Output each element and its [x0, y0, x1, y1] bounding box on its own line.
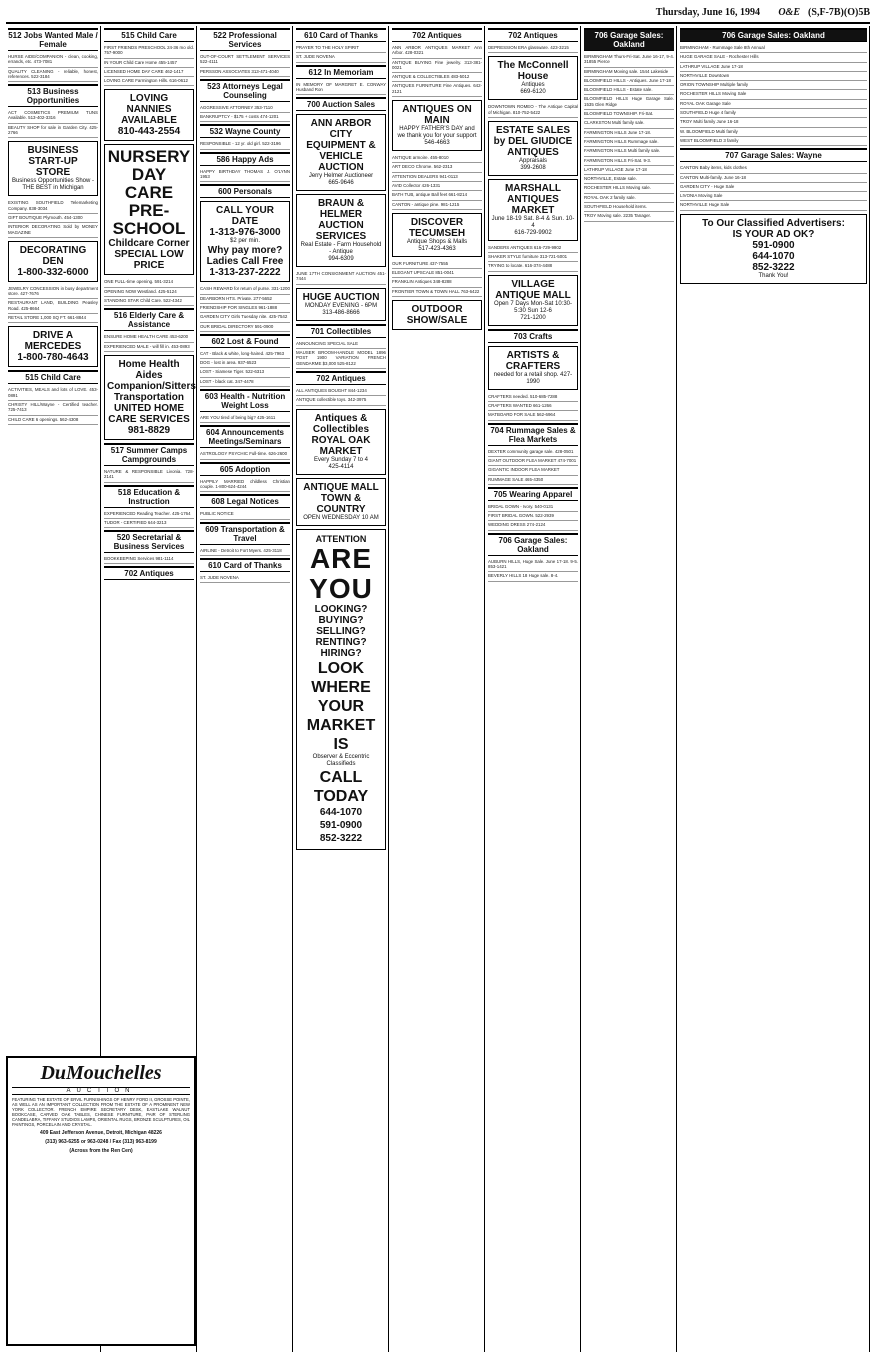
call-your-date-ad [200, 201, 290, 282]
braun-helmer-ad [296, 194, 386, 267]
ad-listing: ALL ANTIQUES BOUGHT 844-1234 [296, 387, 386, 396]
section-heading: 518 Education & Instruction [104, 485, 194, 508]
ad-listing: AGGRESSIVE ATTORNEY 353-7110 [200, 104, 290, 113]
notice-question: IS YOUR AD OK? [732, 228, 815, 240]
ad-listing: FARMINGTON HILLS Rummage sale. [584, 138, 674, 147]
column-7 [582, 26, 677, 1352]
section-heading: 612 In Memoriam [296, 65, 386, 79]
ad-listing: WEDDING DRESS 274-2124 [488, 521, 578, 530]
ad-listing: NORTHVILLE Downtown [680, 72, 867, 81]
attention-promo-box [296, 529, 386, 850]
promo-line: LOOKING? [314, 603, 368, 615]
ad-listing: DOG - lost in area. 937-6523 [200, 359, 290, 368]
ad-listing: ACTIVITIES, MEALS and lots of LOVE. 453-0891 [8, 386, 98, 401]
ad-listing: CANTON - antique pine. 981-1215 [392, 201, 482, 210]
ad-listing: EXPERIENCED Reading Teacher. 425-1764 [104, 510, 194, 519]
section-heading: 702 Antiques [488, 28, 578, 42]
promo-phone: 644-1070 [319, 806, 363, 818]
notice-sign: Thank You! [758, 272, 789, 279]
auction-phone: (313) 963-6255 or 963-0248 / Fax (313) 963-8199 [45, 1139, 157, 1145]
ad-listing: PRAYER TO THE HOLY SPIRIT [296, 44, 386, 53]
column-5 [390, 26, 485, 1352]
ad-title: ANTIQUES ON MAIN [402, 104, 472, 127]
ad-listing: ST. JUDE NOVENA [296, 53, 386, 62]
mercedes-ad [8, 326, 98, 367]
ad-listing: QUALITY CLEANING - reliable, honest, references. 522-3184 [8, 68, 98, 83]
ad-listing: CANTON Multi-family. June 16-18 [680, 174, 867, 183]
ad-listing: MAUSER BROOM-HANDLE MODEL 1896 POST 1900 VARIATION FRENCH GENDARME $3,000 525-8122 [296, 349, 386, 369]
ad-listing: BANKRUPTCY - $175 + costs 474-1201 [200, 113, 290, 122]
ad-body: Childcare Corner [108, 238, 190, 250]
ad-listing: DOWNTOWN ROMEO - The Antique Capital of Michigan. 810-752-5422 [488, 103, 578, 118]
section-heading: 705 Wearing Apparel [488, 487, 578, 501]
promo-line: Observer & Eccentric Classifieds [312, 753, 370, 767]
ad-title: ANN ARBOR CITY EQUIPMENT & VEHICLE AUCTION [306, 118, 376, 174]
section-heading: 702 Antiques [296, 371, 386, 385]
notice-title: To Our Classified Advertisers: [702, 217, 845, 229]
section-heading: 600 Personals [200, 184, 290, 198]
section-heading: 700 Auction Sales [296, 97, 386, 111]
section-heading: 517 Summer Camps Campgrounds [104, 443, 194, 466]
ad-listing: CLARKSTON Multi family sale. [584, 119, 674, 128]
nannies-ad [104, 89, 194, 141]
ad-title: BUSINESS START-UP STORE [27, 145, 79, 179]
ad-title: BRAUN & HELMER AUCTION SERVICES [315, 198, 367, 243]
section-heading: 702 Antiques [392, 28, 482, 42]
ad-listing: ANTIQUE armoire. 455-8010 [392, 154, 482, 163]
ad-listing: MATBOARD FOR SALE 562-6964 [488, 411, 578, 420]
column-4 [294, 26, 389, 1352]
ad-listing: LATHRUP VILLAGE June 17-18 [680, 63, 867, 72]
ad-listing: FRONTIER TOWN & TOWN HALL 763-6422 [392, 288, 482, 297]
promo-line: HIRING? [320, 647, 362, 659]
promo-line: BUYING? [318, 614, 364, 626]
ad-listing: BIRMINGHAM Thurs-Fri-Sat. June 16-17, 9-4. 31855 Pierce [584, 53, 674, 68]
ad-listing: CASH REWARD for return of purse. 331-1200 [200, 285, 290, 294]
ad-body: Antique Shops & Malls [406, 238, 468, 245]
ad-body: needed for a retail shop. 427-1990 [493, 371, 573, 385]
ad-line: $2 per min. [229, 238, 260, 245]
ad-listing: LOST - Siamese Tiger. 522-6313 [200, 368, 290, 377]
ad-listing: FRANKLIN Antiques 348-8288 [392, 278, 482, 287]
ad-listing: GIFT BOUTIQUE Plymouth. 454-1300 [8, 214, 98, 223]
ad-title: NURSERY DAY CARE PRE-SCHOOL [107, 147, 191, 239]
artists-crafters-ad [488, 346, 578, 390]
ad-phone: 721-1200 [520, 314, 546, 321]
antique-mall-ad [296, 478, 386, 526]
ad-listing: ATTENTION DEALERS 941-0113 [392, 173, 482, 182]
ad-listing: DEARBORN HTS. Private. 277-5652 [200, 295, 290, 304]
ad-listing: NORTHVILLE, Estate sale. [584, 175, 674, 184]
ad-listing: TROY Moving sale. 2235 Tanager. [584, 212, 674, 221]
ad-listing: LOVING CARE Farmington Hills. 616-0612 [104, 77, 194, 86]
ad-phone: 546-4663 [424, 140, 450, 147]
ad-listing: BLOOMFIELD HILLS - Estate sale. [584, 86, 674, 95]
section-heading: 608 Legal Notices [200, 494, 290, 508]
ad-title: MARSHALL ANTIQUES MARKET [504, 182, 562, 216]
ad-listing: NATURE & RESPONSIBLE Livonia. 728-2141 [104, 468, 194, 483]
ad-listing: EXPERIENCED MALE - will fill in. 453-0893 [104, 343, 194, 352]
classified-advertisers-notice [680, 214, 867, 284]
ad-title: ANTIQUE MALL TOWN & COUNTRY [303, 481, 379, 515]
ad-phone: 313-486-8666 [322, 309, 360, 316]
promo-phone: 591-0900 [319, 819, 363, 831]
column-3 [198, 26, 293, 1352]
ad-phone: 1-800-332-6000 [17, 266, 89, 278]
village-antique-mall-ad [488, 275, 578, 326]
ad-listing: SOUTHFIELD Huge 4 family [680, 109, 867, 118]
section-heading: 701 Collectibles [296, 324, 386, 338]
ad-listing: CRAFTERS needed. 510-685-7288 [488, 393, 578, 402]
ad-listing: SOUTHFIELD Household items. [584, 203, 674, 212]
promo-line: SELLING? [316, 625, 366, 637]
outdoor-show-ad [392, 300, 482, 330]
ad-listing: IN YOUR Child Care Home 455-1457 [104, 59, 194, 68]
section-heading: 604 Announcements Meetings/Seminars [200, 425, 290, 448]
ad-listing: HUGE GARAGE SALE - Rochester Hills [680, 53, 867, 62]
ad-listing: BATH TUB, antique Ball feet 661-8214 [392, 191, 482, 200]
ad-listing: ANTIQUES FURNITURE Fine Antiques. 642-2121 [392, 82, 482, 97]
ad-listing: GIGANTIC INDOOR FLEA MARKET [488, 466, 578, 475]
notice-phone: 591-0900 [752, 239, 795, 251]
masthead [6, 4, 870, 24]
section-heading: 586 Happy Ads [200, 152, 290, 166]
ad-listing: HURSE AIDE/COMPANION - clean, cooking, errands, etc. 473-7081 [8, 53, 98, 68]
section-heading: 706 Garage Sales: Oakland [584, 28, 674, 51]
section-heading: 609 Transportation & Travel [200, 522, 290, 545]
ad-line: 1-313-237-2222 [209, 267, 281, 279]
ad-listing: GIANT OUTDOOR FLEA MARKET 474-7001 [488, 457, 578, 466]
section-heading: 516 Elderly Care & Assistance [104, 308, 194, 331]
ad-listing: CAT - Black & white, long-haired. 425-7963 [200, 350, 290, 359]
section-heading: 610 Card of Thanks [200, 558, 290, 572]
ad-listing: LICENSED HOME DAY CARE 462-1417 [104, 68, 194, 77]
ad-title: LOVING NANNIES AVAILABLE [121, 93, 177, 127]
ad-listing: ASTROLOGY PSYCHIC Full-time. 626-2600 [200, 450, 290, 459]
ad-listing: SHAKER STYLE furniture 313-721-5001 [488, 253, 578, 262]
section-heading: 702 Antiques [104, 566, 194, 580]
ad-title: DECORATING DEN [19, 244, 87, 267]
section-heading: 703 Crafts [488, 329, 578, 343]
notice-phone: 644-1070 [752, 250, 795, 262]
promo-line: ATTENTION [315, 533, 367, 544]
ad-listing: DEXTER community garage sale. 428-0501 [488, 448, 578, 457]
promo-line: IS [333, 735, 349, 753]
ad-title: CALL YOUR DATE [216, 205, 274, 228]
ad-body: OPEN WEDNESDAY 10 AM [303, 514, 379, 521]
issue-date: Thursday, June 16, 1994 [655, 7, 760, 18]
section-heading: 520 Secretarial & Business Services [104, 530, 194, 553]
ad-listing: ROCHESTER HILLS Moving Sale [680, 90, 867, 99]
ad-listing: OUR BRIDAL DIRECTORY 591-0900 [200, 323, 290, 332]
ad-listing: DEPRESSION ERA glassware. 423-3215 [488, 44, 578, 53]
ad-phone: 994-6309 [328, 256, 354, 263]
ad-listing: FIRST FRIENDS PRESCHOOL 24-36 mo old. 757-9000 [104, 44, 194, 59]
ad-listing: ANNOUNCING SPECIAL SALE [296, 340, 386, 349]
page-number: (S,F-7B)(O)5B [808, 7, 870, 18]
ad-phone: 399-2608 [520, 164, 546, 171]
ad-listing: BIRMINGHAM Moving sale. 1544 Lakeside [584, 68, 674, 77]
notice-phone: 852-3222 [752, 261, 795, 273]
ad-title: The McConnell House [497, 60, 569, 83]
ad-body: HAPPY FATHER'S DAY and we thank you for your support [397, 126, 477, 140]
section-heading: 512 Jobs Wanted Male / Female [8, 28, 98, 51]
ad-title: DISCOVER TECUMSEH [408, 216, 466, 239]
ad-body: Real Estate - Farm Household - Antique [300, 242, 382, 256]
auction-note: (Across from the Ren Cen) [69, 1148, 133, 1154]
ad-body: June 18-19 Sat. 8-4 & Sun. 10-4 [491, 215, 575, 229]
section-heading: 706 Garage Sales: Oakland [488, 533, 578, 556]
ad-listing: ANTIQUE & COLLECTIBLES 483-5012 [392, 73, 482, 82]
ad-listing: RESTAURANT LAND, BUILDING Peasley Road. 425-8664 [8, 299, 98, 314]
section-heading: 513 Business Opportunities [8, 84, 98, 107]
ad-listing: W. BLOOMFIELD Multi family [680, 128, 867, 137]
ad-listing: JEWELRY CONCESSION in busy department store. 427-7676 [8, 285, 98, 300]
ad-listing: AUBURN HILLS, Huge Sale. June 17-18. 9-5. 853-1421 [488, 558, 578, 573]
section-heading: 532 Wayne County [200, 124, 290, 138]
ad-listing: ONE FULL-time opening. 591-3214 [104, 278, 194, 287]
ad-listing: RESPONSIBLE - 12 yr. old girl. 522-3196 [200, 140, 290, 149]
ad-title: VILLAGE ANTIQUE MALL [495, 278, 571, 301]
ad-listing: ANTIQUE BUYING Fine jewelry. 313-381-0021 [392, 59, 482, 74]
ad-listing: ORION TOWNSHIP Multiple family [680, 81, 867, 90]
ad-body: Jerry Helmer Auctioneer [308, 173, 374, 180]
classified-columns [6, 26, 870, 1352]
ad-listing: AVID Collector 426-1331 [392, 182, 482, 191]
ad-listing: BOOKKEEPING Services 981-1114 [104, 555, 194, 564]
ad-listing: ROYAL OAK 2 family sale. [584, 194, 674, 203]
ad-listing: LIVONIA Moving Sale [680, 192, 867, 201]
ad-body: Open 7 Days Mon-Sat 10:30-5:30 Sun 12-6 [493, 300, 573, 314]
ad-listing: BEVERLY HILLS 18 Huge sale. 8-4. [488, 572, 578, 581]
ad-phone: 810-443-2554 [117, 126, 181, 138]
ad-listing: IN MEMORY OF MARGRET E. CONWAY Husband Ron [296, 81, 386, 96]
ad-phone: 981-8829 [127, 424, 171, 436]
ad-phone: 616-729-9902 [514, 229, 552, 236]
promo-line: CALL [319, 768, 363, 786]
ad-listing: ST. JUDE NOVENA [200, 574, 290, 583]
ad-title: Home Health Aides Companion/Sitters Transportation [107, 358, 196, 403]
ad-listing: OPENING NOW Westland. 425-5124 [104, 288, 194, 297]
dumouchelles-auction-ad [6, 1056, 196, 1346]
ad-listing: BLOOMFIELD HILLS Huge Garage Sale. 1535 Glen Ridge [584, 95, 674, 110]
ad-title: Antiques & Collectibles ROYAL OAK MARKET [311, 412, 371, 457]
ad-listing: RUMMAGE SALE 465-4350 [488, 476, 578, 485]
ad-listing: CHRISTY HILL/Wayne - Certified teacher. 725-7413 [8, 401, 98, 416]
ad-phone: 517-423-4363 [418, 245, 456, 252]
ad-listing: FARMINGTON HILLS Multi family sale. [584, 147, 674, 156]
ad-listing: TUDOR - CERTIFIED 644-3213 [104, 519, 194, 528]
promo-line: YOU [309, 572, 373, 604]
ad-listing: TROY Multi family June 16-18 [680, 118, 867, 127]
ad-listing: ROCHESTER HILLS Moving sale. [584, 184, 674, 193]
huge-auction-ad [296, 288, 386, 321]
column-6 [486, 26, 581, 1352]
ad-listing: ELEGANT UPSCALE 851-0041 [392, 269, 482, 278]
ad-listing: ROYAL OAK Garage Sale [680, 100, 867, 109]
ad-listing: OUT-OF-COURT SETTLEMENT SERVICES 522-4111 [200, 53, 290, 68]
auction-logo: DuMouchelles [40, 1062, 162, 1084]
ad-listing: ARE YOU tired of being big? 425-1611 [200, 414, 290, 423]
ad-listing: WEST BLOOMFIELD 3 family [680, 137, 867, 146]
paper-name: O&E [778, 7, 800, 18]
tecumseh-ad [392, 213, 482, 257]
section-heading: 515 Child Care [104, 28, 194, 42]
section-heading: 603 Health - Nutrition Weight Loss [200, 389, 290, 412]
promo-line: YOUR [317, 697, 365, 715]
ad-listing: ENSURE HOME HEALTH CARE 453-6200 [104, 333, 194, 342]
ad-listing: GARDEN CITY Girls Tuesday nite. 425-7542 [200, 313, 290, 322]
ad-listing: RETAIL STORE 1,000 SQ FT. 661-8844 [8, 314, 98, 323]
ad-listing: ANTIQUE collectible toys. 342-3975 [296, 396, 386, 405]
ad-listing: EXISTING SOUTHFIELD Telemarketing Company. 838-3034 [8, 199, 98, 214]
ad-title: ARTISTS & CRAFTERS [505, 349, 561, 372]
ad-listing: NORTHVILLE Huge Sale [680, 201, 867, 210]
ad-listing: BIRMINGHAM - Rummage Sale 8th Annual [680, 44, 867, 53]
ad-listing: BLOOMFIELD TOWNSHIP. Fri-Sat. [584, 110, 674, 119]
ad-listing: ACT COSMETICS PREMIUM TUNS Available. 513-402-3316 [8, 109, 98, 124]
ad-listing: PUBLIC NOTICE [200, 510, 290, 519]
ad-body: Appraisals [518, 157, 547, 164]
ad-title: ESTATE SALES by DEL GIUDICE ANTIQUES [493, 124, 573, 158]
ad-phone: 665-9646 [328, 180, 354, 187]
ad-listing: LATHRUP VILLAGE June 17-18 [584, 166, 674, 175]
ad-phone: 425-4114 [328, 463, 354, 470]
section-heading: 602 Lost & Found [200, 334, 290, 348]
ad-phone: 669-6120 [520, 89, 546, 96]
antiques-on-main-ad [392, 100, 482, 151]
ad-body: Antiques [521, 82, 545, 89]
ad-title: OUTDOOR SHOW/SALE [406, 304, 468, 327]
auction-address: 409 East Jefferson Avenue, Detroit, Michigan 48226 [40, 1130, 162, 1136]
promo-line: WHERE [311, 678, 371, 696]
ad-listing: FRIENDSHIP FOR SINGLES 961-1888 [200, 304, 290, 313]
business-startup-ad [8, 141, 98, 196]
ad-listing: INTERIOR DECORATING Sold by MONEY MAGAZINE [8, 223, 98, 238]
ad-sub: SPECIAL LOW PRICE [114, 249, 184, 272]
section-heading: 707 Garage Sales: Wayne [680, 148, 867, 162]
mcconnell-house-ad [488, 56, 578, 100]
section-heading: 704 Rummage Sales & Flea Markets [488, 423, 578, 446]
ad-body: Business Opportunities Show - THE BEST in Michigan [11, 178, 95, 192]
ad-listing: FIRST BRIDAL GOWN. 522-2939 [488, 512, 578, 521]
ad-listing: OUR FURNITURE 437-7555 [392, 260, 482, 269]
decorating-den-ad [8, 241, 98, 282]
promo-line: MARKET [306, 716, 376, 734]
promo-line: LOOK [317, 659, 365, 677]
auction-description: FEATURING THE ESTATE OF ERVIL FURNISHINGS OF HENRY FORD II, GROSSE POINTE, AS WELL AS AN IMPORTANT COLLECTION FROM THE ESTATE OF A PROMINENT NEW YORK COLLECTOR. FRENCH EMPIRE SECRETARY DESK, EASTLAKE WALNUT BOOKCASE, CARVED OAK TABLES, CHINESE FURNITURE, PAIR OF STERLING CANDELABRA, TIFFANY STUDIOS LAMPS, ORIENTAL RUGS, BRONZE SCULPTURES, OIL PAINTINGS, PORCELAIN AND CRYSTAL. [12, 1097, 190, 1127]
ad-body: Every Sunday 7 to 4 [313, 456, 369, 463]
ad-listing: ANN ARBOR ANTIQUES MARKET Ann Arbor. 428-0321 [392, 44, 482, 59]
ad-listing: SANDERS ANTIQUES 616-729-9902 [488, 244, 578, 253]
ad-listing: HAPPILY MARRIED childless Christian couple. 1-800-624-4244 [200, 478, 290, 493]
ann-arbor-auction-ad [296, 114, 386, 191]
ad-listing: HAPPY BIRTHDAY THOMAS J. O'LYNN 1953 [200, 168, 290, 183]
ad-listing: BRIDAL GOWN - Ivory. 540-0131 [488, 503, 578, 512]
ad-line: 1-313-976-3000 [209, 227, 281, 239]
section-heading: 523 Attorneys Legal Counseling [200, 79, 290, 102]
ad-listing: ART DECO Chrome. 562-2313 [392, 163, 482, 172]
section-heading: 706 Garage Sales: Oakland [680, 28, 867, 42]
ad-listing: BEAUTY SHOP for sale in Garden City. 425-2766 [8, 124, 98, 139]
ad-listing: AIRLINE - Detroit to Fort Myers. 425-3118 [200, 547, 290, 556]
ad-listing: CANTON Baby items, kids clothes [680, 164, 867, 173]
marshall-market-ad [488, 179, 578, 241]
column-8 [678, 26, 870, 1352]
ad-line: Ladies Call Free [206, 256, 284, 268]
section-heading: 522 Professional Services [200, 28, 290, 51]
ad-listing: PERSSON ASSOCIATES 313-471-4040 [200, 68, 290, 77]
ad-phone: 1-800-780-4643 [17, 352, 89, 364]
promo-line: RENTING? [315, 636, 367, 648]
auction-subtitle: AUCTION [12, 1087, 190, 1095]
ad-title: DRIVE A MERCEDES [24, 330, 82, 353]
section-heading: 605 Adoption [200, 462, 290, 476]
home-health-ad [104, 355, 194, 440]
section-heading: 610 Card of Thanks [296, 28, 386, 42]
ad-listing: GARDEN CITY - Huge Sale [680, 183, 867, 192]
ad-line: Why pay more? [207, 245, 283, 257]
ad-listing: CHILD CARE 6 openings. 562-4308 [8, 416, 98, 425]
royal-oak-market-ad [296, 409, 386, 475]
ad-listing: BLOOMFIELD HILLS - Antiques. June 17-18 [584, 77, 674, 86]
ad-listing: TRYING to locate. 616-374-4488 [488, 262, 578, 271]
promo-phone: 852-3222 [319, 832, 363, 844]
del-giudice-ad [488, 121, 578, 176]
promo-line: TODAY [313, 787, 369, 805]
ad-listing: STANDING STAR Child Care. 522-4342 [104, 297, 194, 306]
section-heading: 515 Child Care [8, 370, 98, 384]
ad-title: HUGE AUCTION [302, 291, 380, 303]
ad-listing: JUNE 17TH CONSIGNMENT AUCTION 451-7444 [296, 270, 386, 285]
ad-body: MONDAY EVENING - 6PM [304, 302, 378, 309]
ad-org: UNITED HOME CARE SERVICES [108, 402, 190, 425]
ad-listing: CRAFTERS WANTED 661-1266 [488, 402, 578, 411]
ad-listing: LOST - black cat. 347-4478 [200, 378, 290, 387]
nursery-ad [104, 144, 194, 275]
ad-listing: FARMINGTON HILLS Fri-Sat. 9-3. [584, 157, 674, 166]
promo-line: ARE [309, 542, 373, 574]
ad-listing: FARMINGTON HILLS June 17-18. [584, 129, 674, 138]
